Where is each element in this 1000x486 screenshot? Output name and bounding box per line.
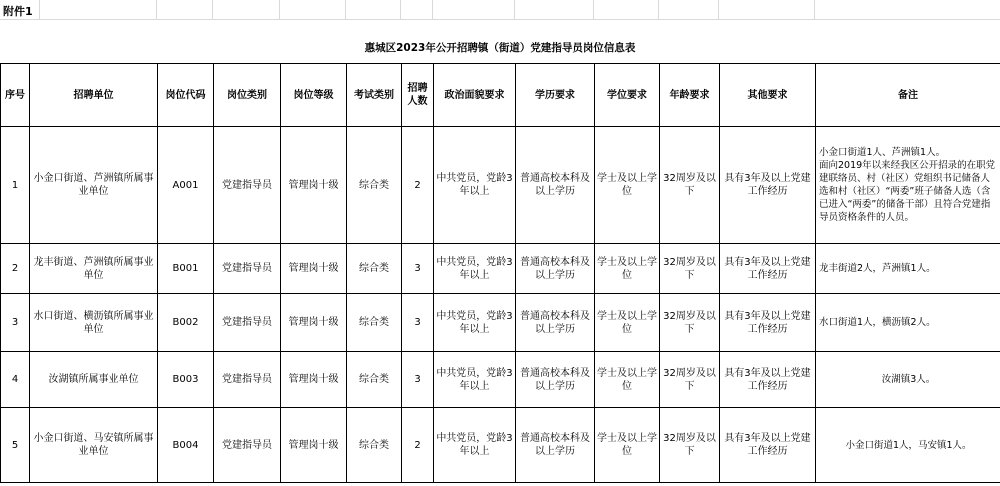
- cell-category[interactable]: 党建指导员: [214, 127, 281, 244]
- note-line: 小金口街道1人、芦洲镇1人。: [819, 147, 946, 158]
- cell-exam[interactable]: 综合类: [347, 244, 402, 294]
- cell-degree[interactable]: 学士及以上学位: [595, 408, 660, 483]
- cell-category[interactable]: 党建指导员: [214, 294, 281, 352]
- header-grid-row: [0, 0, 1000, 20]
- table-row: [1, 294, 1000, 352]
- cell-education[interactable]: 普通高校本科及以上学历: [516, 294, 595, 352]
- cell-category[interactable]: 党建指导员: [214, 244, 281, 294]
- cell-degree[interactable]: 学士及以上学位: [595, 244, 660, 294]
- cell-education[interactable]: 普通高校本科及以上学历: [516, 352, 595, 408]
- cell-political[interactable]: 中共党员，党龄3年以上: [434, 244, 516, 294]
- cell-unit[interactable]: 汝湖镇所属事业单位: [30, 352, 158, 408]
- header-row: [1, 64, 1000, 127]
- cell-political[interactable]: 中共党员，党龄3年以上: [434, 294, 516, 352]
- table-row: [1, 408, 1000, 483]
- cell-exam[interactable]: 综合类: [347, 127, 402, 244]
- cell-education[interactable]: 普通高校本科及以上学历: [516, 244, 595, 294]
- cell-other[interactable]: 具有3年及以上党建工作经历: [720, 244, 816, 294]
- cell-level[interactable]: 管理岗十级: [281, 244, 347, 294]
- table-row: [1, 244, 1000, 294]
- cell-age[interactable]: 32周岁及以下: [660, 294, 720, 352]
- cell-no[interactable]: 4: [1, 352, 30, 408]
- cell-note[interactable]: [816, 127, 1000, 244]
- cell-code[interactable]: B003: [158, 352, 214, 408]
- cell-other[interactable]: 具有3年及以上党建工作经历: [720, 294, 816, 352]
- header-cell-no[interactable]: 序号: [1, 64, 30, 127]
- note-line: 面向2019年以来经我区公开招录的在职党建联络员、村（社区）党组织书记储备人选和村（社区）“两委”班子储备人选（含已进入“两委”的储备干部）且符合党建指导员资格条件的人员。: [819, 160, 996, 223]
- header-cell-degree[interactable]: 学位要求: [595, 64, 660, 127]
- cell-unit[interactable]: 龙丰街道、芦洲镇所属事业单位: [30, 244, 158, 294]
- cell-no[interactable]: 3: [1, 294, 30, 352]
- title-cell[interactable]: [0, 20, 1000, 64]
- cell-political[interactable]: 中共党员，党龄3年以上: [434, 127, 516, 244]
- cell-note[interactable]: [816, 408, 1000, 483]
- cell-unit[interactable]: 小金口街道、马安镇所属事业单位: [30, 408, 158, 483]
- cell-code[interactable]: B002: [158, 294, 214, 352]
- cell-category[interactable]: 党建指导员: [214, 352, 281, 408]
- cell-degree[interactable]: 学士及以上学位: [595, 352, 660, 408]
- cell-other[interactable]: 具有3年及以上党建工作经历: [720, 408, 816, 483]
- cell-education[interactable]: 普通高校本科及以上学历: [516, 127, 595, 244]
- cell-note[interactable]: [816, 352, 1000, 408]
- cell-political[interactable]: 中共党员，党龄3年以上: [434, 408, 516, 483]
- cell-note[interactable]: [816, 244, 1000, 294]
- cell-count[interactable]: 3: [402, 294, 434, 352]
- cell-exam[interactable]: 综合类: [347, 294, 402, 352]
- table-row: [1, 352, 1000, 408]
- header-cell-note[interactable]: 备注: [816, 64, 1000, 127]
- cell-degree[interactable]: 学士及以上学位: [595, 294, 660, 352]
- header-cell-other[interactable]: 其他要求: [720, 64, 816, 127]
- cell-level[interactable]: 管理岗十级: [281, 294, 347, 352]
- cell-political[interactable]: 中共党员，党龄3年以上: [434, 352, 516, 408]
- cell-age[interactable]: 32周岁及以下: [660, 127, 720, 244]
- header-cell-exam[interactable]: 考试类别: [347, 64, 402, 127]
- cell-unit[interactable]: 水口街道、横沥镇所属事业单位: [30, 294, 158, 352]
- header-cell-political[interactable]: 政治面貌要求: [434, 64, 516, 127]
- attachment-label: 附件1: [3, 5, 33, 18]
- cell-level[interactable]: 管理岗十级: [281, 127, 347, 244]
- header-cell-age[interactable]: 年龄要求: [660, 64, 720, 127]
- table-row: [1, 127, 1000, 244]
- note-line: 水口街道1人，横沥镇2人。: [819, 317, 936, 328]
- cell-degree[interactable]: 学士及以上学位: [595, 127, 660, 244]
- cell-code[interactable]: A001: [158, 127, 214, 244]
- cell-education[interactable]: 普通高校本科及以上学历: [516, 408, 595, 483]
- cell-age[interactable]: 32周岁及以下: [660, 408, 720, 483]
- note-line: 小金口街道1人，马安镇1人。: [845, 439, 972, 451]
- cell-level[interactable]: 管理岗十级: [281, 352, 347, 408]
- cell-code[interactable]: B001: [158, 244, 214, 294]
- cell-count[interactable]: 3: [402, 352, 434, 408]
- header-cell-education[interactable]: 学历要求: [516, 64, 595, 127]
- cell-no[interactable]: 2: [1, 244, 30, 294]
- positions-table: [0, 63, 1000, 483]
- header-cell-count[interactable]: 招聘 人数: [402, 64, 434, 127]
- note-line: 汝湖镇3人。: [881, 374, 936, 385]
- header-cell-category[interactable]: 岗位类别: [214, 64, 281, 127]
- cell-age[interactable]: 32周岁及以下: [660, 352, 720, 408]
- cell-exam[interactable]: 综合类: [347, 408, 402, 483]
- cell-exam[interactable]: 综合类: [347, 352, 402, 408]
- cell-category[interactable]: 党建指导员: [214, 408, 281, 483]
- cell-count[interactable]: 2: [402, 127, 434, 244]
- table-title: 惠城区2023年公开招聘镇（街道）党建指导员岗位信息表: [364, 42, 636, 54]
- header-cell-code[interactable]: 岗位代码: [158, 64, 214, 127]
- note-line: 龙丰街道2人，芦洲镇1人。: [819, 263, 936, 274]
- cell-no[interactable]: 5: [1, 408, 30, 483]
- cell-other[interactable]: 具有3年及以上党建工作经历: [720, 127, 816, 244]
- cell-other[interactable]: 具有3年及以上党建工作经历: [720, 352, 816, 408]
- cell-count[interactable]: 2: [402, 408, 434, 483]
- cell-note[interactable]: [816, 294, 1000, 352]
- cell-unit[interactable]: 小金口街道、芦洲镇所属事业单位: [30, 127, 158, 244]
- cell-code[interactable]: B004: [158, 408, 214, 483]
- header-cell-unit[interactable]: 招聘单位: [30, 64, 158, 127]
- header-cell-level[interactable]: 岗位等级: [281, 64, 347, 127]
- cell-level[interactable]: 管理岗十级: [281, 408, 347, 483]
- cell-count[interactable]: 3: [402, 244, 434, 294]
- cell-age[interactable]: 32周岁及以下: [660, 244, 720, 294]
- cell-no[interactable]: 1: [1, 127, 30, 244]
